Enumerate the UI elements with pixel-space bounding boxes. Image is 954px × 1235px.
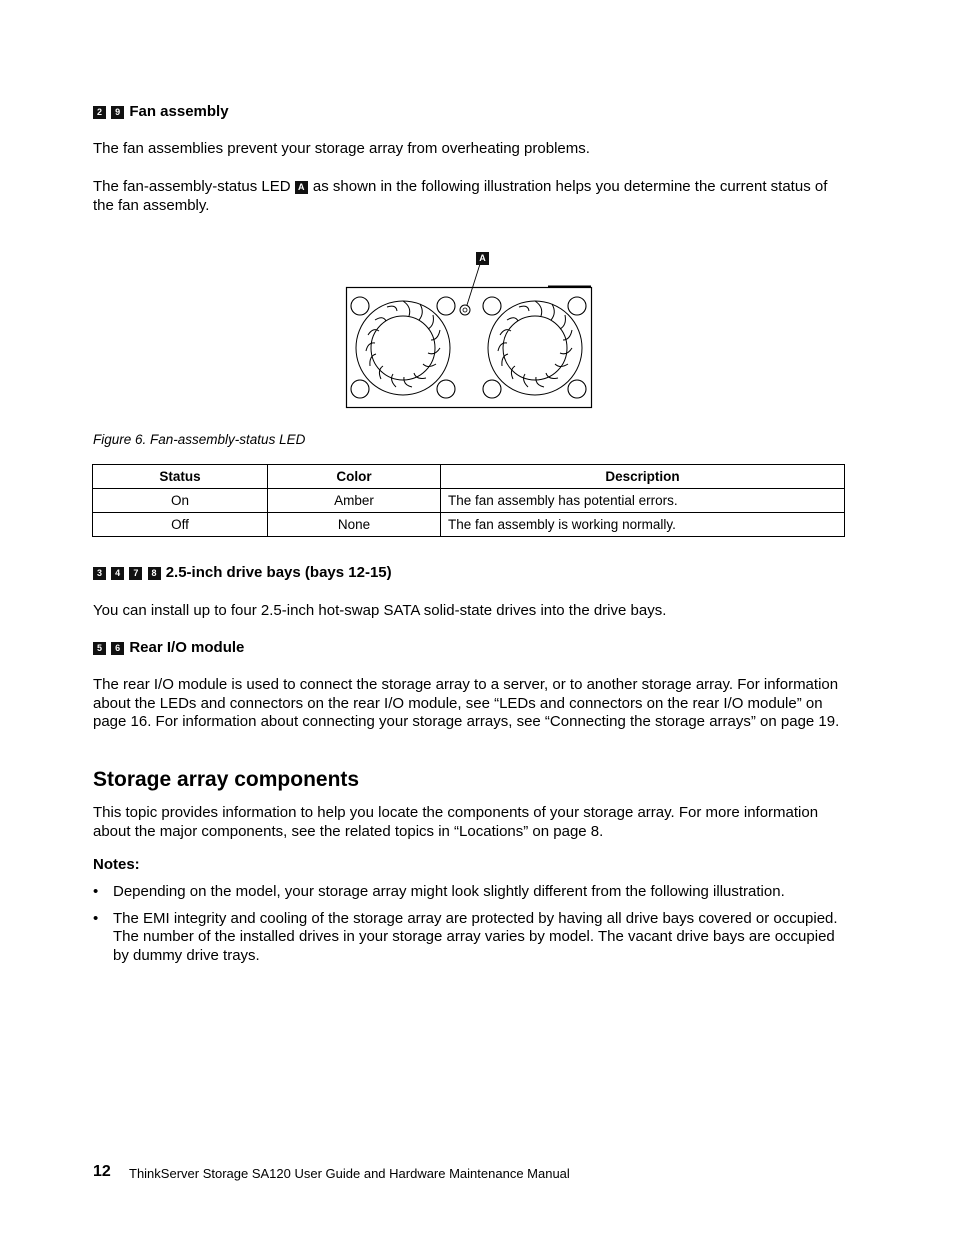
callout-badge: 6: [111, 642, 124, 655]
fan-status-table: [92, 464, 845, 537]
drive-bays-heading: [93, 564, 392, 582]
page-number: 12: [93, 1163, 111, 1180]
notes-list: [93, 883, 845, 973]
table-row: [93, 489, 845, 513]
table-cell: On: [93, 489, 268, 513]
list-item: • Depending on the model, your storage array might look slightly different from the following illustration.: [93, 883, 845, 902]
section-title: 2.5-inch drive bays (bays 12-15): [165, 564, 392, 581]
paragraph-text: as shown in the following illustration helps you determine the current status of the fan assembly.: [93, 178, 828, 214]
rear-io-paragraph: The rear I/O module is used to connect the storage array to a server, or to another storage array. For information about the LEDs and connectors on the rear I/O module, see “LEDs and connectors on the rear I/O module” on page 16. For information about connecting your storage arrays, see “Connecting the storage arrays” on page 19.: [93, 676, 840, 730]
table-row: [93, 513, 845, 537]
callout-badge: A: [295, 181, 308, 194]
table-cell: Amber: [268, 489, 441, 513]
column-header: Status: [93, 465, 268, 489]
callout-badge: 9: [111, 106, 124, 119]
callout-badge: 3: [93, 567, 106, 580]
fan-assembly-heading: [93, 103, 229, 121]
callout-badge: A: [476, 252, 489, 265]
callout-badge: 5: [93, 642, 106, 655]
drive-bays-paragraph: You can install up to four 2.5-inch hot-swap SATA solid-state drives into the drive bays.: [93, 602, 667, 619]
components-paragraph: This topic provides information to help you locate the components of your storage array. For more information about the major components, see the related topics in “Locations” on page 8.: [93, 804, 819, 840]
table-cell: The fan assembly is working normally.: [441, 513, 845, 537]
callout-badge: 2: [93, 106, 106, 119]
column-header: Color: [268, 465, 441, 489]
figure-caption: Figure 6. Fan-assembly-status LED: [93, 432, 306, 447]
fan-assembly-illustration: [340, 248, 600, 414]
column-header: Description: [441, 465, 845, 489]
table-cell: Off: [93, 513, 268, 537]
paragraph-text: The fan-assembly-status LED: [93, 178, 291, 195]
table-cell: None: [268, 513, 441, 537]
section-title: Fan assembly: [129, 103, 229, 120]
document-title: ThinkServer Storage SA120 User Guide and Hardware Maintenance Manual: [129, 1166, 570, 1181]
section-title: Rear I/O module: [129, 639, 245, 656]
fan-assembly-figure: [340, 248, 600, 419]
callout-badge: 7: [129, 567, 142, 580]
callout-badge: 4: [111, 567, 124, 580]
table-cell: The fan assembly has potential errors.: [441, 489, 845, 513]
fan-paragraph-1: The fan assemblies prevent your storage array from overheating problems.: [93, 140, 590, 157]
table-header-row: [93, 465, 845, 489]
components-heading: Storage array components: [93, 768, 360, 791]
notes-label: Notes:: [93, 856, 140, 873]
callout-badge: 8: [148, 567, 161, 580]
rear-io-heading: [93, 639, 244, 657]
list-item: • The EMI integrity and cooling of the storage array are protected by having all drive bays covered or occupied. The number of the installed drives in your storage array varies by model. The vacant drive bays are occupied by dummy drive trays.: [93, 910, 845, 966]
fan-paragraph-2: [93, 178, 845, 215]
